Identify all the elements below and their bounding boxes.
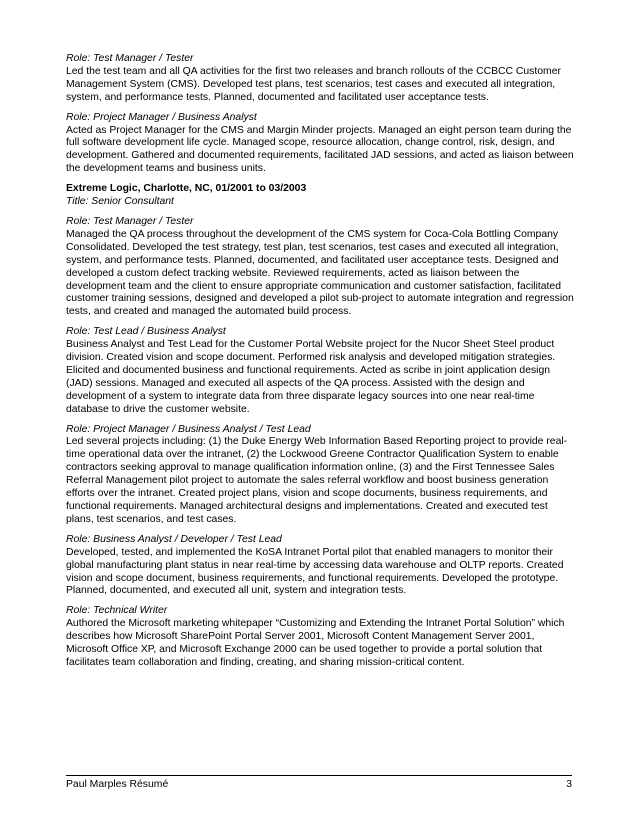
role-section <box>66 216 578 319</box>
role-heading: Role: Test Manager / Tester <box>66 53 194 64</box>
employer-header <box>66 183 578 209</box>
role-section <box>66 326 578 416</box>
company-line: Extreme Logic, Charlotte, NC, 01/2001 to 03/2003 <box>66 183 307 195</box>
role-heading: Role: Business Analyst / Developer / Test Lead <box>66 533 282 545</box>
role-description: Led several projects including: (1) the Duke Energy Web Information Based Reporting project to provide real-time operational data over the intranet, (2) the Lockwood Greene Contractor Qualification System to enable contractors seeking approval to manage qualification information online, (3) and the First Tennessee Sales Referral Management pilot project to automate the sales referral workflow and boost business generation efforts over the intranet. Created project plans, vision and scope documents, business requirements, and functional requirements. Managed architectural designs and implementations. Created and executed test plans, test scenarios, and test cases. <box>66 436 568 525</box>
role-description: Authored the Microsoft marketing whitepaper “Customizing and Extending the Intranet Portal Solution” which describes how Microsoft SharePoint Portal Server 2001, Microsoft Content Management Server 2001, Microsoft Office XP, and Microsoft Exchange 2000 can be used together to provide a portal solution that facilitates team collaboration and finding, creating, and sharing mission-critical content. <box>66 618 565 668</box>
role-description: Developed, tested, and implemented the KoSA Intranet Portal pilot that enabled managers to monitor their global manufacturing plant status in near real-time by accessing data warehouse and OLTP reports. Created vision and scope document, business requirements, and functional requirements. Developed the prototype. Planned, documented, and executed all unit, system and integration tests. <box>66 546 564 597</box>
role-section <box>66 424 578 527</box>
page-content <box>66 53 578 677</box>
role-section <box>66 605 578 670</box>
role-section <box>66 534 578 599</box>
role-heading: Role: Project Manager / Business Analyst / Test Lead <box>66 423 311 435</box>
role-description: Managed the QA process throughout the development of the CMS system for Coca-Cola Bottling Company Consolidated. Developed the test strategy, test plan, test scenarios, test cases and executed all integration, system, and performance tests. Planned, documented, and facilitated user acceptance tests. Designed and developed a custom defect tracking website. Reviewed requirements, acted as liaison between the development team and the client to ensure appropriate communication and customer satisfaction, facilitated customer training sessions, designed and developed a pilot sub-project to automate integration and regression tests, and created and managed the automated build process. <box>66 228 574 318</box>
role-heading: Role: Test Lead / Business Analyst <box>66 326 226 338</box>
footer-document-title: Paul Marples Résumé <box>66 779 169 790</box>
role-heading: Role: Test Manager / Tester <box>66 215 194 227</box>
role-heading: Role: Project Manager / Business Analyst <box>66 111 257 123</box>
page-number: 3 <box>566 779 572 790</box>
footer-divider <box>66 775 572 776</box>
role-section <box>66 53 578 105</box>
role-description: Business Analyst and Test Lead for the Customer Portal Website project for the Nucor Sheet Steel product division. Created vision and scope document. Performed risk analysis and developed mitigation strategies. Elicited and documented business and functional requirements. Acted as scribe in joint application design (JAD) sessions. Managed and executed all aspects of the QA process. Assisted with the design and development of a system to integrate data from three disparate legacy sources into one near real-time database to drive the customer website. <box>66 339 556 415</box>
role-description: Acted as Project Manager for the CMS and Margin Minder projects. Managed an eight person team during the full software development life cycle. Managed scope, resource allocation, change control, risk, design, and development. Gathered and documented requirements, facilitated JAD sessions, and acted as liaison between the development teams and business units. <box>66 124 574 175</box>
role-description: Led the test team and all QA activities for the first two releases and branch rollouts of the CCBCC Customer Management System (CMS). Developed test plans, test scenarios, test cases and executed all integration, system, and performance tests. Planned, documented and facilitated user acceptance tests. <box>66 65 561 103</box>
role-section <box>66 112 578 177</box>
job-title: Title: Senior Consultant <box>66 196 174 208</box>
role-heading: Role: Technical Writer <box>66 605 168 617</box>
